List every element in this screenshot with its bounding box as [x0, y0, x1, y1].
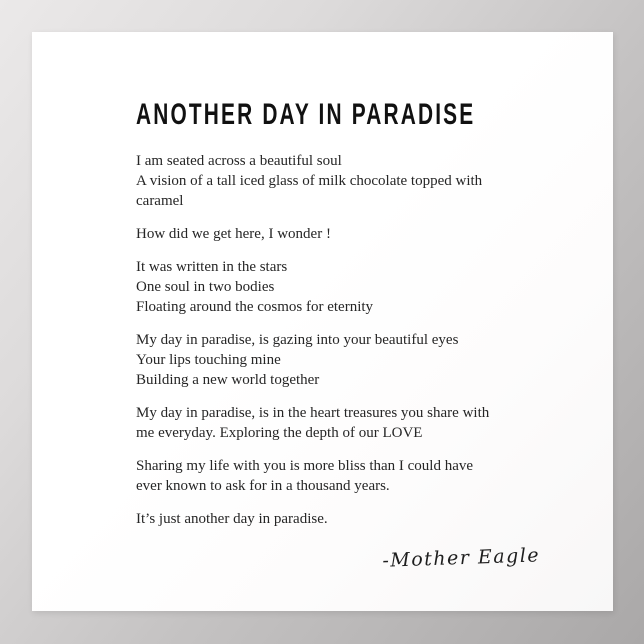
poem-poster	[32, 32, 613, 611]
poem-line: I am seated across a beautiful soul	[136, 153, 342, 169]
poem-line: It was written in the stars	[136, 259, 288, 275]
poem-line: How did we get here, I wonder !	[136, 226, 331, 242]
poem-line: A vision of a tall iced glass of milk chocolate topped with	[136, 173, 483, 189]
poem-line: me everyday. Exploring the depth of our LOVE	[136, 425, 423, 441]
stanza-6	[136, 456, 606, 496]
stanza-4	[136, 330, 606, 390]
poem-line: caramel	[136, 193, 184, 209]
poem-line: Floating around the cosmos for eternity	[136, 299, 374, 315]
poem-line: Building a new world together	[136, 372, 320, 388]
poem-line: One soul in two bodies	[136, 279, 275, 295]
poem-line: My day in paradise, is in the heart treasures you share with	[136, 405, 490, 421]
poem-line: Your lips touching mine	[136, 352, 281, 368]
poem-body	[136, 151, 606, 529]
stanza-1	[136, 151, 606, 211]
stanza-7	[136, 509, 606, 529]
poem-line: It’s just another day in paradise.	[136, 511, 328, 527]
stanza-2	[136, 224, 606, 244]
poem-line: ever known to ask for in a thousand years.	[136, 478, 390, 494]
poem-line: Sharing my life with you is more bliss than I could have	[136, 458, 474, 474]
author-signature: -Mother Eagle	[382, 544, 541, 572]
stanza-5	[136, 403, 606, 443]
stanza-3	[136, 257, 606, 317]
poem-line: My day in paradise, is gazing into your beautiful eyes	[136, 332, 459, 348]
poem-title: ANOTHER DAY IN PARADISE	[136, 98, 476, 132]
